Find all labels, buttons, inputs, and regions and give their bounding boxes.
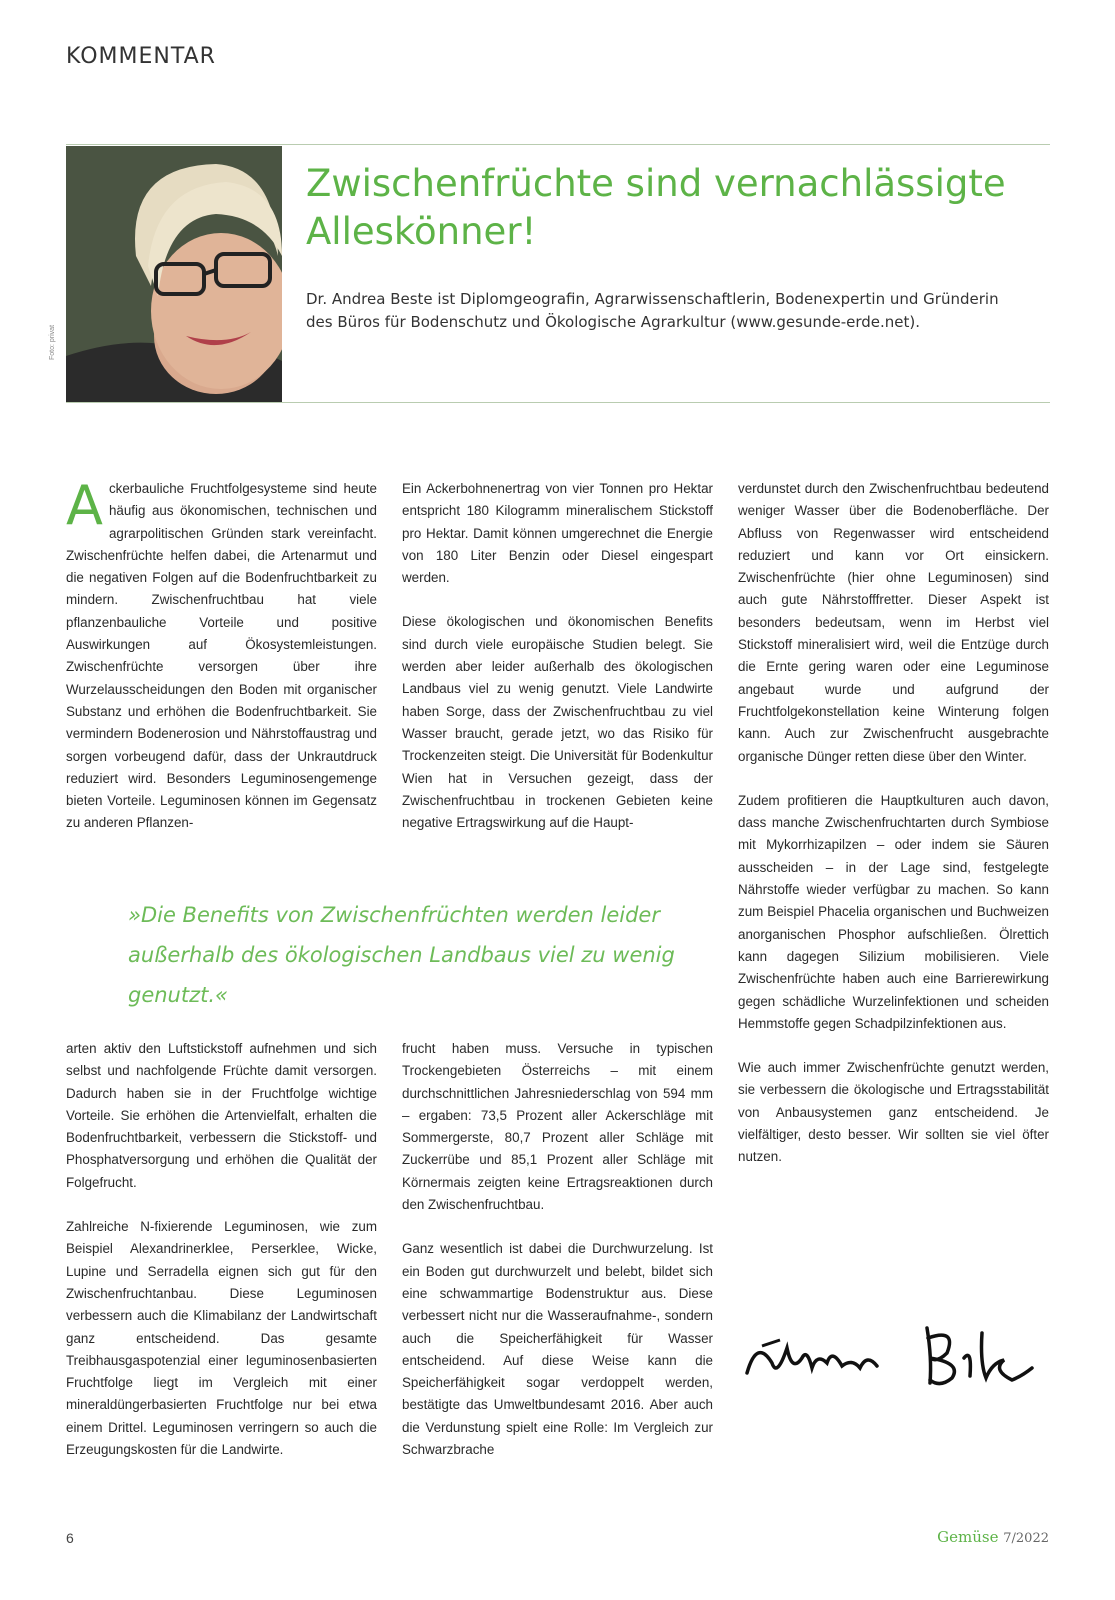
magazine-footer: [937, 1528, 1049, 1546]
header-rule-bottom: [66, 402, 1050, 403]
author-bio: Dr. Andrea Beste ist Diplomgeografin, Agrarwissenschaftlerin, Bodenexpertin und Gründerin des Büros für Bodenschutz und Ökologische Agrarkultur (www.gesunde-erde.net).: [306, 290, 999, 331]
paragraph: arten aktiv den Luftstickstoff aufnehmen und sich selbst und nachfolgende Früchte damit versorgen. Dadurch haben sie in der Fruchtfolge wichtige Vorteile. Sie erhöhen die Artenvielfalt, erhalten die Bodenfruchtbarkeit, verbessern die Stickstoff- und Phosphatversorgung und erhöhen die Qualität der Folgefrucht.: [66, 1041, 377, 1190]
magazine-name: Gemüse: [937, 1528, 999, 1546]
column-1-top: [66, 478, 377, 878]
column-1-bottom: [66, 1038, 377, 1513]
photo-credit: Foto: privat: [49, 324, 56, 360]
author-signature: [742, 1318, 1042, 1398]
page-number: 6: [66, 1530, 74, 1546]
column-2-top: [402, 478, 713, 878]
paragraph: Ein Ackerbohnenertrag von vier Tonnen pro Hektar entspricht 180 Kilogramm mineralischem Stickstoff pro Hektar. Damit können umgerechnet die Energie von 180 Liter Benzin oder Diesel eingespart werden.: [402, 481, 713, 586]
paragraph: Ganz wesentlich ist dabei die Durchwurzelung. Ist ein Boden gut durchwurzelt und belebt, bildet sich eine schwammartige Bodenstruktur aus. Diese verbessert nicht nur die Wasseraufnahme-, sondern auch die Speicherfähigkeit für Wasser entscheidend. Auf diese Weise kann die Speicherfähigkeit sogar verdoppelt werden, bestätigte das Umweltbundesamt 2016. Aber auch die Verdunstung spielt eine Rolle: Im Vergleich zur Schwarzbrache: [402, 1241, 713, 1458]
paragraph: Zudem profitieren die Hauptkulturen auch davon, dass manche Zwischenfruchtarten durch Symbiose mit Mykorrhizapilzen – oder indem sie Säuren ausscheiden – in der Lage sind, festgelegte Nährstoffe wieder verfügbar zu machen. So kann zum Beispiel Phacelia organischen und Buchweizen anorganischen Phosphor aufschließen. Ölrettich kann dagegen Silizium mobilisieren. Viele Zwischenfrüchte haben auch eine Barrierewirkung gegen schädliche Wurzelinfektionen und scheiden Hemmstoffe gegen Schadpilzinfektionen aus.: [738, 792, 1049, 1031]
issue-number: 7/2022: [1003, 1531, 1049, 1546]
paragraph-text: ckerbauliche Fruchtfolgesysteme sind heute häufig aus ökonomischen, technischen und agrarpolitischen Gründen stark vereinfacht. Zwischenfrüchte helfen dabei, die Artenarmut und die negativen Folgen auf die Bodenfruchtbarkeit zu mindern. Zwischenfruchtbau hat viele pflanzenbauliche Vorteile und positive Auswirkungen auf Ökosystemleistungen. Zwischenfrüchte versorgen über ihre Wurzelausscheidungen den Boden mit organischer Substanz und erhöhen die Bodenfruchtbarkeit. Sie vermindern Bodenerosion und Nährstoffaustrag und sorgen vorbeugend dafür, dass der Unkrautdruck reduziert wird. Besonders Leguminosengemenge bieten Vorteile. Leguminosen können im Gegensatz zu anderen Pflanzen-: [66, 481, 377, 831]
author-portrait: [66, 146, 282, 402]
paragraph: Diese ökologischen und ökonomischen Benefits sind durch viele europäische Studien belegt. Sie werden aber leider außerhalb des ökologischen Landbaus viel zu wenig genutzt. Viele Landwirte haben Sorge, dass der Zwischenfruchtbau zu viel Wasser braucht, gerade jetzt, wo das Risiko für Trockenzeiten steigt. Die Universität für Bodenkultur Wien hat in Versuchen gezeigt, dass der Zwischenfruchtbau in trockenen Gebieten keine negative Ertragswirkung auf die Haupt-: [402, 614, 713, 831]
pull-quote: »Die Benefits von Zwischenfrüchten werden leider außerhalb des ökologischen Landbaus viel zu wenig genutzt.«: [128, 903, 675, 1007]
article-headline: Zwischenfrüchte sind vernachlässigte Alleskönner!: [306, 162, 1006, 253]
column-3: [738, 478, 1049, 1278]
paragraph: verdunstet durch den Zwischenfruchtbau bedeutend weniger Wasser über die Bodenoberfläche. Der Abfluss von Regenwasser wird entscheidend reduziert und kann vor Ort einsickern. Zwischenfrüchte (hier ohne Leguminosen) sind auch gute Nährstofffretter. Dieser Aspekt ist besonders bedeutsam, wenn im Herbst viel Stickstoff mineralisiert wird, weil die Entzüge durch die Ernte gering waren oder eine Leguminose angebaut wurde und aufgrund der Fruchtfolgekonstellation keine Winterung folgen kann. Auch zur Zwischenfrucht ausgebrachte organische Dünger retten diese über den Winter.: [738, 481, 1049, 764]
paragraph: Wie auch immer Zwischenfrüchte genutzt werden, sie verbessern die ökologische und Ertragsstabilität von Anbausystemen ganz entscheidend. Je vielfältiger, desto besser. Wir sollten sie viel öfter nutzen.: [738, 1060, 1049, 1165]
column-2-bottom: [402, 1038, 713, 1513]
paragraph: frucht haben muss. Versuche in typischen Trockengebieten Österreichs – mit einem durchschnittlichen Jahresniederschlag von 594 mm – ergaben: 73,5 Prozent aller Ackerschläge mit Sommergerste, 80,7 Prozent aller Schläge mit Zuckerrübe und 85,1 Prozent aller Schläge mit Körnermais zeigten keine Ertragsreaktionen durch den Zwischenfruchtbau.: [402, 1041, 713, 1213]
section-label: KOMMENTAR: [66, 44, 216, 69]
header-rule-top: [66, 144, 1050, 145]
paragraph: [66, 478, 377, 835]
drop-cap: A: [66, 478, 103, 537]
paragraph: Zahlreiche N-fixierende Leguminosen, wie zum Beispiel Alexandrinerklee, Perserklee, Wicke, Lupine und Serradella eignen sich gut für den Zwischenfruchtanbau. Diese Leguminosen verbessern auch die Klimabilanz der Landwirtschaft ganz entscheidend. Das gesamte Treibhausgaspotenzial einer leguminosenbasierten Fruchtfolge liegt im Vergleich mit einer mineraldüngerbasierten Fruchtfolge nur bei etwa einem Drittel. Leguminosen verringern so auch die Erzeugungskosten für die Landwirte.: [66, 1219, 377, 1458]
